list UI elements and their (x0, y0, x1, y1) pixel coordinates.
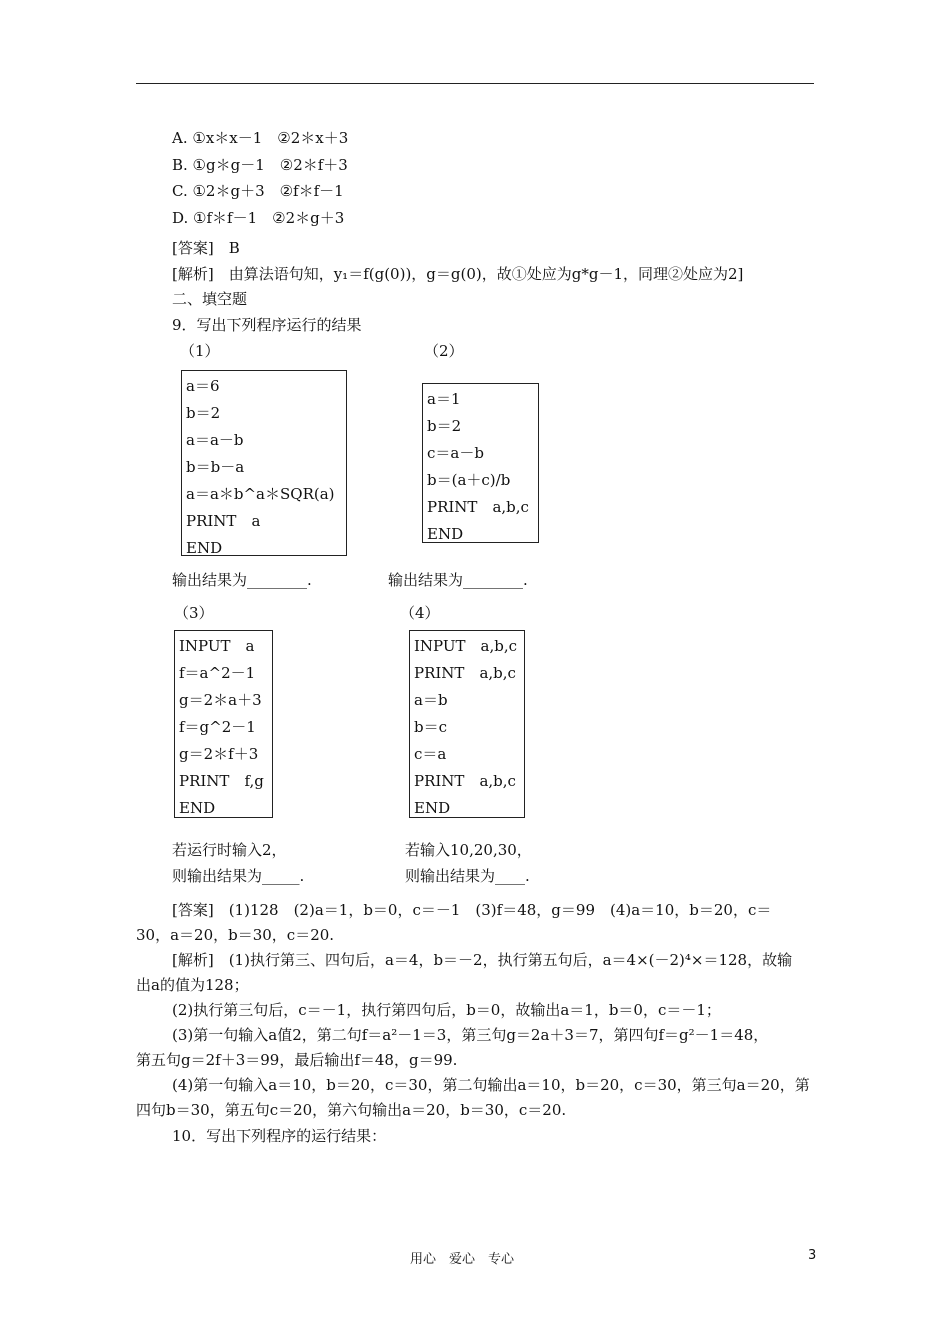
program-3-label: （3） (174, 604, 214, 622)
program-2-box (422, 383, 539, 543)
code-line: a＝a＊b^a＊SQR(a) (186, 485, 335, 503)
analysis-line-4: (3)第一句输入a值2，第二句f＝a²－1＝3，第三句g＝2a＋3＝7，第四句f＝g²－1＝48， (172, 1026, 769, 1044)
footer-slogan: 用心 爱心 专心 (410, 1252, 515, 1267)
code-line: a＝b (414, 691, 448, 709)
code-line: a＝6 (186, 377, 220, 395)
analysis-line-2: 出a的值为128； (136, 976, 249, 994)
code-line: f＝g^2－1 (179, 718, 256, 736)
option-a: A. ①x＊x－1 ②2＊x＋3 (172, 129, 349, 147)
q9-answer-line-2: 30，a＝20，b＝30，c＝20. (136, 926, 335, 944)
code-line: PRINT a (186, 512, 261, 530)
program-4-box (409, 630, 525, 818)
q9-answer-line-1: [答案] (1)128 (2)a＝1，b＝0，c＝－1 (3)f＝48，g＝99 (4)a＝10，b＝20，c＝ (172, 901, 772, 919)
input-3-note: 若运行时输入2， (172, 841, 287, 859)
header-rule (136, 83, 814, 84)
code-line: c＝a (414, 745, 447, 763)
analysis-line-5: 第五句g＝2f＋3＝99，最后输出f＝48，g＝99. (136, 1051, 458, 1069)
code-line: b＝c (414, 718, 448, 736)
code-line: b＝2 (186, 404, 221, 422)
q8-answer: [答案] B (172, 239, 240, 257)
code-line: b＝2 (427, 417, 462, 435)
code-line: b＝b－a (186, 458, 245, 476)
code-line: END (186, 539, 223, 557)
code-line: c＝a－b (427, 444, 484, 462)
output-4: 则输出结果为____. (405, 867, 530, 885)
code-line: INPUT a,b,c (414, 637, 518, 655)
output-3: 则输出结果为_____. (172, 867, 305, 885)
code-line: PRINT a,b,c (427, 498, 529, 516)
analysis-line-6: (4)第一句输入a＝10，b＝20，c＝30，第二句输出a＝10，b＝20，c＝30，第三句a＝20，第 (172, 1076, 810, 1094)
q8-analysis: [解析] 由算法语句知，y₁＝f(g(0))，g＝g(0)，故①处应为g*g－1，同理②处应为2] (172, 265, 744, 283)
page-number: 3 (808, 1248, 817, 1263)
code-line: g＝2＊a＋3 (179, 691, 262, 709)
program-4-label: （4） (400, 604, 440, 622)
analysis-line-3: (2)执行第三句后，c＝－1，执行第四句后，b＝0，故输出a＝1，b＝0，c＝－1； (172, 1001, 721, 1019)
option-c: C. ①2＊g＋3 ②f＊f－1 (172, 182, 344, 200)
code-line: PRINT a,b,c (414, 772, 516, 790)
program-3-box (174, 630, 273, 818)
output-1: 输出结果为________. (172, 571, 312, 589)
q9-title: 9．写出下列程序运行的结果 (172, 316, 362, 334)
code-line: g＝2＊f＋3 (179, 745, 259, 763)
code-line: END (414, 799, 451, 817)
code-line: END (179, 799, 216, 817)
code-line: a＝a－b (186, 431, 244, 449)
code-line: f＝a^2－1 (179, 664, 256, 682)
program-1-box (181, 370, 347, 556)
input-4-note: 若输入10,20,30， (405, 841, 532, 859)
code-line: b＝(a＋c)/b (427, 471, 511, 489)
code-line: PRINT a,b,c (414, 664, 516, 682)
program-1-label: （1） (180, 342, 220, 360)
analysis-line-1: [解析] (1)执行第三、四句后，a＝4，b＝－2，执行第五句后，a＝4×(－2)⁴×＝128，故输 (172, 951, 793, 969)
output-2: 输出结果为________. (388, 571, 528, 589)
code-line: INPUT a (179, 637, 255, 655)
code-line: PRINT f,g (179, 772, 264, 790)
q10-title: 10．写出下列程序的运行结果： (172, 1127, 387, 1145)
option-b: B. ①g＊g－1 ②2＊f＋3 (172, 156, 348, 174)
option-d: D. ①f＊f－1 ②2＊g＋3 (172, 209, 345, 227)
analysis-line-7: 四句b＝30，第五句c＝20，第六句输出a＝20，b＝30，c＝20. (136, 1101, 567, 1119)
section-heading: 二、填空题 (172, 290, 248, 308)
program-2-label: （2） (424, 342, 464, 360)
code-line: a＝1 (427, 390, 461, 408)
code-line: END (427, 525, 464, 543)
